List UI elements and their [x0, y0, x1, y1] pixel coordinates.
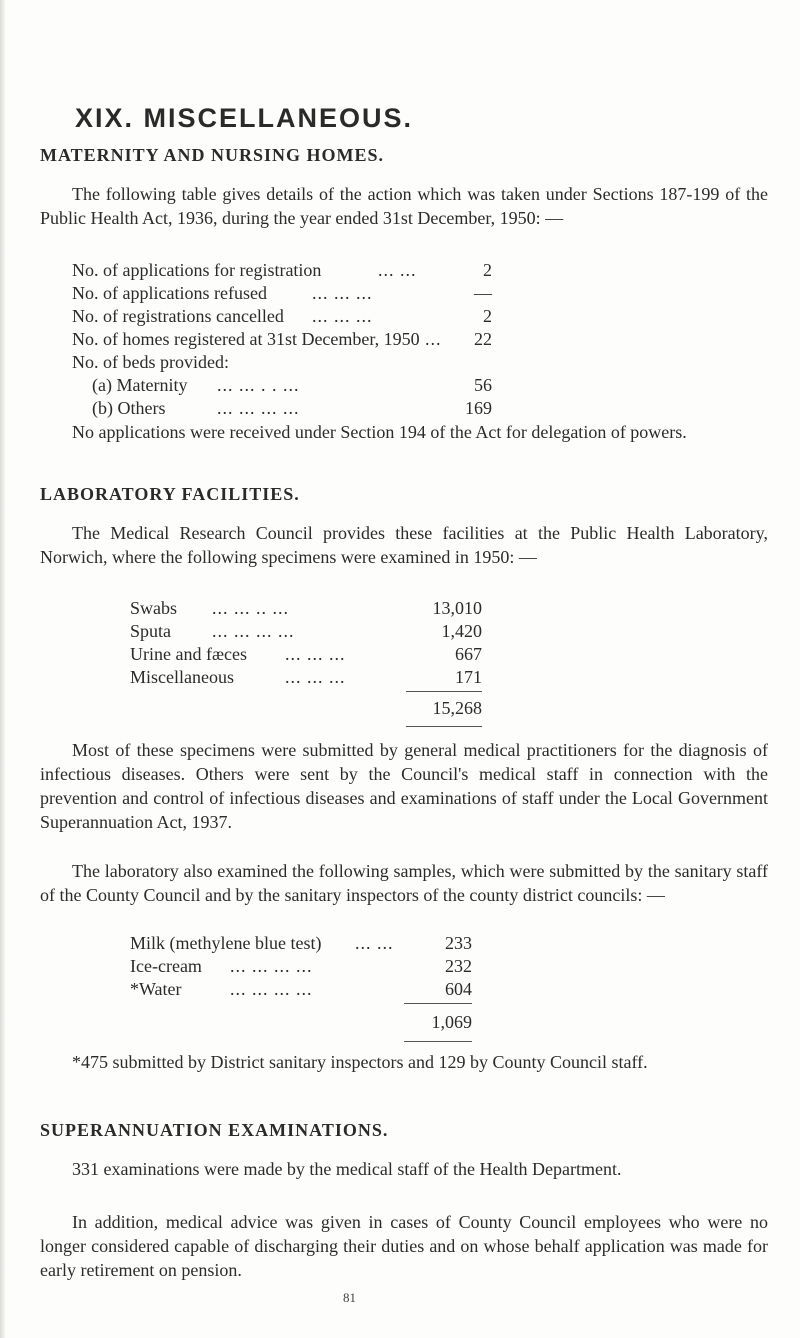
row-leader: ... ... ... ... — [212, 621, 295, 641]
total-rule — [404, 1041, 472, 1042]
row-label: No. of applications refused — [72, 283, 267, 303]
row-leader: ... ... ... ... — [230, 956, 313, 976]
page-title: XIX. MISCELLANEOUS. — [75, 103, 414, 133]
superannuation-heading: SUPERANNUATION EXAMINATIONS. — [40, 1120, 389, 1140]
page-number: 81 — [343, 1290, 356, 1305]
row-label: Sputa — [130, 621, 172, 641]
total-row — [370, 1011, 472, 1033]
row-leader: ... ... ... — [285, 644, 346, 664]
row-value: 604 — [445, 979, 472, 999]
row-value: 13,010 — [432, 598, 482, 618]
row-value: 1,420 — [441, 621, 482, 641]
table-row — [92, 374, 492, 396]
row-leader: ... ... . . ... — [217, 375, 300, 395]
total-row — [380, 697, 482, 719]
row-label: No. of registrations cancelled — [72, 306, 284, 326]
row-leader: ... ... ... — [312, 306, 373, 326]
total-rule — [406, 691, 482, 692]
row-value: 667 — [455, 644, 482, 664]
row-leader: ... ... ... — [312, 283, 373, 303]
page-edge-shadow — [0, 0, 6, 1338]
laboratory-intro: The Medical Research Council provides these facilities at the Public Health Laboratory, Norwich, where the following specimens were examined in 1950: — — [40, 523, 768, 567]
table-row — [130, 666, 482, 688]
laboratory-heading: LABORATORY FACILITIES. — [40, 484, 300, 504]
row-value: 2 — [483, 260, 492, 280]
row-value: 56 — [474, 375, 492, 395]
superannuation-para2: In addition, medical advice was given in cases of County Council employees who were no longer considered capable of discharging their duties and on whose behalf application was made for early retirement on pension. — [40, 1212, 768, 1280]
total-rule — [404, 1003, 472, 1004]
row-leader: ... — [425, 329, 442, 349]
row-leader: ... ... — [378, 260, 417, 280]
maternity-intro: The following table gives details of the action which was taken under Sections 187-199 of the Public Health Act, 1936, during the year ended 31st December, 1950: — — [40, 184, 768, 228]
row-label: No. of applications for registration — [72, 260, 322, 280]
table-row — [72, 305, 492, 327]
row-leader: ... ... — [355, 933, 394, 953]
maternity-heading: MATERNITY AND NURSING HOMES. — [40, 145, 385, 165]
row-value: 232 — [445, 956, 472, 976]
table-row — [130, 620, 482, 642]
row-label: Swabs — [130, 598, 178, 618]
row-value: 22 — [474, 329, 492, 349]
row-leader: ... ... ... — [285, 667, 346, 687]
row-label: (b) Others — [92, 398, 166, 418]
row-label: Milk (methylene blue test) — [130, 933, 322, 953]
row-label: Miscellaneous — [130, 667, 234, 687]
laboratory-para3: The laboratory also examined the following samples, which were submitted by the sanitary staff of the County Council and by the sanitary inspectors of the county district councils: — — [40, 861, 768, 905]
row-leader: ... ... .. ... — [212, 598, 289, 618]
maternity-note: No applications were received under Section 194 of the Act for delegation of powers. — [72, 422, 687, 442]
table-row — [72, 282, 492, 304]
row-value: 233 — [445, 933, 472, 953]
table-row — [72, 351, 492, 373]
row-value: 171 — [455, 667, 482, 687]
samples-total: 1,069 — [431, 1012, 472, 1032]
row-value: — — [474, 283, 492, 303]
table-row — [72, 259, 492, 281]
row-label: *Water — [130, 979, 182, 999]
superannuation-para1: 331 examinations were made by the medical staff of the Health Department. — [72, 1159, 622, 1179]
row-value: 2 — [483, 306, 492, 326]
table-row — [92, 397, 492, 419]
table-row — [130, 978, 472, 1000]
table-row — [130, 932, 472, 954]
table-row — [72, 328, 492, 350]
row-label: (a) Maternity — [92, 375, 188, 395]
samples-footnote: *475 submitted by District sanitary inspectors and 129 by County Council staff. — [72, 1052, 648, 1072]
table-row — [130, 643, 482, 665]
table-row — [130, 597, 482, 619]
laboratory-para2: Most of these specimens were submitted by general medical practitioners for the diagnosis of infectious diseases. Others were sent by the Council's medical staff in connection with the prevention and control of infectious diseases and examinations of staff under the Local Government Superannuation Act, 1937. — [40, 740, 768, 832]
row-leader: ... ... ... ... — [230, 979, 313, 999]
row-label: Urine and fæces — [130, 644, 247, 664]
row-value: 169 — [465, 398, 492, 418]
row-label: No. of homes registered at 31st December, 1950 — [72, 329, 420, 349]
row-leader: ... ... ... ... — [217, 398, 300, 418]
row-label: Ice-cream — [130, 956, 202, 976]
row-label: No. of beds provided: — [72, 352, 229, 372]
table-row — [130, 955, 472, 977]
total-rule — [406, 726, 482, 727]
specimens-total: 15,268 — [432, 698, 482, 718]
